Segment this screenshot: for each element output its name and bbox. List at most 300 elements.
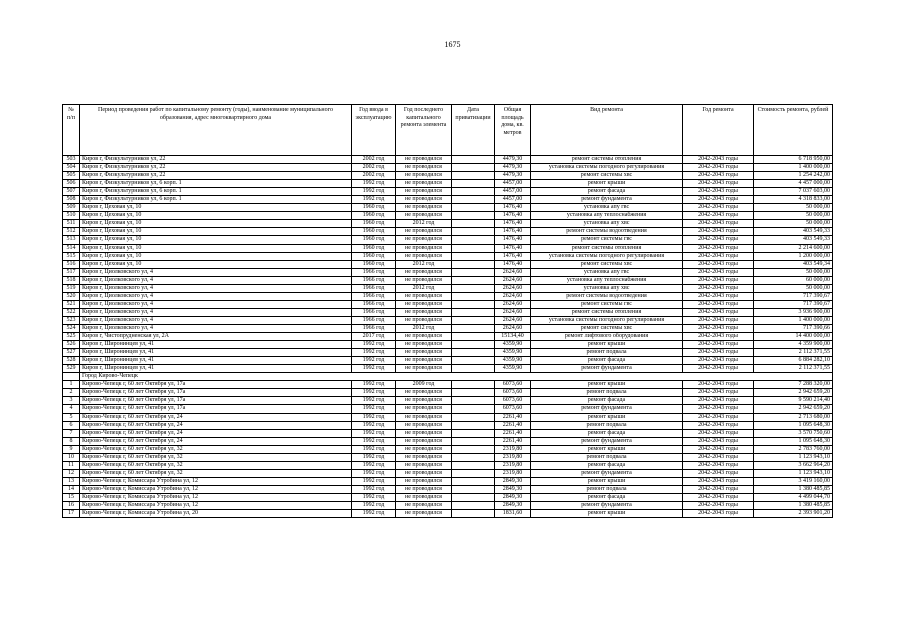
address-cell: Кирово-Чепецк г, 60 лет Октября ул, 32 [80,469,352,477]
last-repair-cell: не проводился [396,172,452,180]
privatization-cell [452,397,495,405]
row-number-cell: 503 [63,156,80,164]
table-row [63,389,833,397]
area-cell: 2261,40 [495,429,531,437]
cost-cell: 50 000,00 [754,220,833,228]
privatization-cell [452,292,495,300]
area-cell: 1476,40 [495,220,531,228]
header-number: № п/п [63,105,80,156]
repair-type-cell: ремонт крыши [531,341,683,349]
table-row [63,276,833,284]
area-cell: 2849,30 [495,493,531,501]
cost-cell: 4 499 044,70 [754,493,833,501]
repair-year-cell: 2042-2043 годы [683,341,754,349]
privatization-cell [452,268,495,276]
commission-year-cell: 1966 год [352,284,396,292]
cost-cell: 1 123 943,10 [754,469,833,477]
repair-type-cell: ремонт системы хвс [531,324,683,332]
privatization-cell [452,156,495,164]
repair-type-cell: ремонт подвала [531,421,683,429]
table-row [63,188,833,196]
table-row [63,485,833,493]
repair-type-cell: ремонт фасада [531,461,683,469]
area-cell: 1476,40 [495,236,531,244]
address-cell: Киров г, Физкультурников ул, 22 [80,164,352,172]
cost-cell: 717 390,66 [754,324,833,332]
commission-year-cell: 1992 год [352,389,396,397]
table-row [63,220,833,228]
commission-year-cell: 1960 год [352,244,396,252]
table-header-row [63,105,833,156]
table-row [63,196,833,204]
address-cell: Киров г, Циолковского ул, 4 [80,284,352,292]
table-row [63,461,833,469]
cost-cell: 403 549,33 [754,236,833,244]
last-repair-cell: не проводился [396,461,452,469]
cost-cell: 2 393 901,20 [754,510,833,518]
privatization-cell [452,172,495,180]
table-row [63,236,833,244]
header-last-repair: Год последнего капитального ремонта элемента [396,105,452,156]
commission-year-cell: 1966 год [352,316,396,324]
cost-cell: 2 214 600,00 [754,244,833,252]
row-number-cell: 511 [63,220,80,228]
repair-type-cell: ремонт подвала [531,389,683,397]
area-cell: 4457,00 [495,188,531,196]
table-row [63,341,833,349]
repair-type-cell: ремонт фундамента [531,502,683,510]
row-number-cell: 17 [63,510,80,518]
last-repair-cell: не проводился [396,228,452,236]
address-cell: Кирово-Чепецк г, Комиссара Утробина ул, 12 [80,493,352,501]
table-row [63,502,833,510]
last-repair-cell: не проводился [396,445,452,453]
table-row [63,164,833,172]
privatization-cell [452,276,495,284]
table-row [63,260,833,268]
last-repair-cell: не проводился [396,510,452,518]
table-row [63,413,833,421]
commission-year-cell: 1966 год [352,308,396,316]
row-number-cell: 504 [63,164,80,172]
repair-year-cell: 2042-2043 годы [683,437,754,445]
repair-type-cell: ремонт фасада [531,357,683,365]
table-row [63,316,833,324]
repair-type-cell: ремонт подвала [531,349,683,357]
address-cell: Кирово-Чепецк г, 60 лет Октября ул, 24 [80,421,352,429]
repair-year-cell: 2042-2043 годы [683,333,754,341]
commission-year-cell: 1992 год [352,429,396,437]
cost-cell: 1 380 485,85 [754,485,833,493]
area-cell: 1476,40 [495,204,531,212]
repair-year-cell: 2042-2043 годы [683,268,754,276]
cost-cell: 2 112 371,55 [754,365,833,373]
area-cell: 4479,30 [495,172,531,180]
repair-type-cell: ремонт фасада [531,429,683,437]
repair-year-cell: 2042-2043 годы [683,212,754,220]
commission-year-cell: 1992 год [352,477,396,485]
repair-year-cell: 2042-2043 годы [683,316,754,324]
section-title: Город Кирово-Чепецк [80,373,833,381]
area-cell: 1476,40 [495,228,531,236]
repair-year-cell: 2042-2043 годы [683,502,754,510]
commission-year-cell: 1992 год [352,349,396,357]
privatization-cell [452,477,495,485]
table-row [63,244,833,252]
repair-type-cell: ремонт крыши [531,510,683,518]
commission-year-cell: 1992 год [352,437,396,445]
privatization-cell [452,357,495,365]
last-repair-cell: не проводился [396,276,452,284]
row-number-cell: 517 [63,268,80,276]
table-row [63,405,833,413]
last-repair-cell: не проводился [396,421,452,429]
row-number-cell: 3 [63,397,80,405]
last-repair-cell: не проводился [396,469,452,477]
cost-cell: 1 400 000,00 [754,164,833,172]
cost-cell: 2 942 659,20 [754,389,833,397]
row-number-cell: 522 [63,308,80,316]
row-number-cell: 510 [63,212,80,220]
table-row [63,292,833,300]
privatization-cell [452,349,495,357]
last-repair-cell: не проводился [396,180,452,188]
area-cell: 2624,60 [495,300,531,308]
table-row [63,365,833,373]
cost-cell: 717 390,67 [754,292,833,300]
commission-year-cell: 1992 год [352,502,396,510]
table-row [63,308,833,316]
address-cell: Киров г, Физкультурников ул, 6 корп. 1 [80,188,352,196]
commission-year-cell: 1992 год [352,405,396,413]
repair-year-cell: 2042-2043 годы [683,172,754,180]
repair-year-cell: 2042-2043 годы [683,324,754,332]
last-repair-cell: не проводился [396,413,452,421]
table-row [63,324,833,332]
last-repair-cell: не проводился [396,252,452,260]
area-cell: 6073,60 [495,397,531,405]
commission-year-cell: 1992 год [352,180,396,188]
last-repair-cell: 2012 год [396,260,452,268]
last-repair-cell: не проводился [396,493,452,501]
last-repair-cell: не проводился [396,502,452,510]
last-repair-cell: не проводился [396,349,452,357]
privatization-cell [452,429,495,437]
repair-type-cell: ремонт лифтового оборудования [531,333,683,341]
commission-year-cell: 1960 год [352,236,396,244]
area-cell: 1476,40 [495,252,531,260]
commission-year-cell: 1992 год [352,493,396,501]
row-number-cell: 518 [63,276,80,284]
address-cell: Кирово-Чепецк г, Комиссара Утробина ул, 12 [80,477,352,485]
commission-year-cell: 1960 год [352,212,396,220]
repair-year-cell: 2042-2043 годы [683,357,754,365]
repair-year-cell: 2042-2043 годы [683,204,754,212]
repair-year-cell: 2042-2043 годы [683,244,754,252]
cost-cell: 3 570 750,60 [754,429,833,437]
last-repair-cell: не проводился [396,357,452,365]
table-body [63,156,833,518]
address-cell: Киров г, Цеховая ул, 10 [80,220,352,228]
row-number-cell: 519 [63,284,80,292]
privatization-cell [452,381,495,389]
privatization-cell [452,180,495,188]
repair-type-cell: ремонт фасада [531,493,683,501]
cost-cell: 9 590 214,40 [754,397,833,405]
area-cell: 2319,80 [495,461,531,469]
cost-cell: 50 000,00 [754,204,833,212]
commission-year-cell: 1966 год [352,276,396,284]
page-number: 1675 [444,40,461,49]
table-row [63,300,833,308]
privatization-cell [452,212,495,220]
area-cell: 2624,60 [495,316,531,324]
repair-year-cell: 2042-2043 годы [683,485,754,493]
address-cell: Киров г, Физкультурников ул, 22 [80,172,352,180]
privatization-cell [452,164,495,172]
repair-year-cell: 2042-2043 годы [683,260,754,268]
last-repair-cell: 2009 год [396,381,452,389]
address-cell: Кирово-Чепецк г, 60 лет Октября ул, 32 [80,453,352,461]
address-cell: Киров г, Широнинцев ул, 41 [80,341,352,349]
row-number-cell: 11 [63,461,80,469]
address-cell: Киров г, Циолковского ул, 4 [80,316,352,324]
repair-year-cell: 2042-2043 годы [683,510,754,518]
address-cell: Кирово-Чепецк г, 60 лет Октября ул, 17а [80,381,352,389]
cost-cell: 4 359 900,00 [754,341,833,349]
address-cell: Киров г, Циолковского ул, 4 [80,268,352,276]
area-cell: 2319,80 [495,445,531,453]
privatization-cell [452,453,495,461]
cost-cell: 717 390,67 [754,300,833,308]
header-commission-year: Год ввода в эксплуатацию [352,105,396,156]
privatization-cell [452,445,495,453]
repair-year-cell: 2042-2043 годы [683,453,754,461]
commission-year-cell: 2002 год [352,156,396,164]
row-number-cell: 525 [63,333,80,341]
header-cost: Стоимость ремонта, рублей [754,105,833,156]
area-cell: 2319,80 [495,453,531,461]
area-cell: 2261,40 [495,437,531,445]
header-repair-year: Год ремонта [683,105,754,156]
commission-year-cell: 1992 год [352,341,396,349]
commission-year-cell: 1992 год [352,365,396,373]
commission-year-cell: 1960 год [352,228,396,236]
repair-type-cell: установка системы погодного регулирования [531,164,683,172]
privatization-cell [452,510,495,518]
privatization-cell [452,365,495,373]
table-row [63,284,833,292]
privatization-cell [452,236,495,244]
repair-year-cell: 2042-2043 годы [683,429,754,437]
area-cell: 6073,60 [495,389,531,397]
commission-year-cell: 1992 год [352,397,396,405]
commission-year-cell: 1992 год [352,445,396,453]
area-cell: 2319,80 [495,469,531,477]
row-number-cell: 9 [63,445,80,453]
row-number-cell: 514 [63,244,80,252]
last-repair-cell: не проводился [396,164,452,172]
row-number-cell: 526 [63,341,80,349]
row-number-cell: 16 [63,502,80,510]
repair-year-cell: 2042-2043 годы [683,461,754,469]
privatization-cell [452,196,495,204]
table-row [63,172,833,180]
commission-year-cell: 1992 год [352,461,396,469]
repair-type-cell: ремонт системы хвс [531,172,683,180]
cost-cell: 1 123 943,10 [754,453,833,461]
last-repair-cell: 2012 год [396,284,452,292]
privatization-cell [452,485,495,493]
last-repair-cell: не проводился [396,477,452,485]
commission-year-cell: 1992 год [352,357,396,365]
cost-cell: 50 000,00 [754,212,833,220]
address-cell: Киров г, Цеховая ул, 10 [80,204,352,212]
last-repair-cell: не проводился [396,244,452,252]
privatization-cell [452,469,495,477]
privatization-cell [452,204,495,212]
repair-type-cell: ремонт системы отопления [531,156,683,164]
address-cell: Киров г, Циолковского ул, 4 [80,292,352,300]
cost-cell: 1 400 000,00 [754,316,833,324]
area-cell: 2624,60 [495,276,531,284]
address-cell: Киров г, Широнинцев ул, 41 [80,349,352,357]
address-cell: Кирово-Чепецк г, Комиссара Утробина ул, 20 [80,510,352,518]
address-cell: Кирово-Чепецк г, 60 лет Октября ул, 24 [80,429,352,437]
cost-cell: 7 288 320,00 [754,381,833,389]
repair-type-cell: установка системы погодного регулирования [531,252,683,260]
table-row [63,510,833,518]
repair-type-cell: ремонт системы отопления [531,244,683,252]
commission-year-cell: 1992 год [352,485,396,493]
table-row [63,429,833,437]
cost-cell: 1 200 000,00 [754,252,833,260]
privatization-cell [452,308,495,316]
area-cell: 2624,60 [495,284,531,292]
repair-year-cell: 2042-2043 годы [683,308,754,316]
repair-year-cell: 2042-2043 годы [683,292,754,300]
last-repair-cell: не проводился [396,405,452,413]
privatization-cell [452,252,495,260]
cost-cell: 2 942 659,20 [754,405,833,413]
header-repair-type: Вид ремонта [531,105,683,156]
table-row [63,493,833,501]
commission-year-cell: 1992 год [352,413,396,421]
cost-cell: 14 400 000,00 [754,333,833,341]
repair-type-cell: ремонт системы гвс [531,300,683,308]
row-number-cell: 529 [63,365,80,373]
row-number-cell: 14 [63,485,80,493]
commission-year-cell: 2017 год [352,333,396,341]
privatization-cell [452,324,495,332]
repair-type-cell: ремонт крыши [531,413,683,421]
area-cell: 2849,30 [495,485,531,493]
repair-type-cell: ремонт крыши [531,477,683,485]
cost-cell: 4 318 833,00 [754,196,833,204]
commission-year-cell: 1966 год [352,268,396,276]
area-cell: 2261,40 [495,413,531,421]
address-cell: Киров г, Цеховая ул, 10 [80,228,352,236]
repair-year-cell: 2042-2043 годы [683,252,754,260]
commission-year-cell: 1992 год [352,188,396,196]
area-cell: 15134,40 [495,333,531,341]
last-repair-cell: не проводился [396,236,452,244]
repair-type-cell: установка апу теплоснабжения [531,276,683,284]
address-cell: Киров г, Циолковского ул, 4 [80,276,352,284]
address-cell: Киров г, Физкультурников ул, 6 корп. 1 [80,196,352,204]
privatization-cell [452,493,495,501]
table-row [63,212,833,220]
row-number-cell: 516 [63,260,80,268]
repair-year-cell: 2042-2043 годы [683,188,754,196]
repair-type-cell: ремонт фундамента [531,437,683,445]
row-number-cell: 505 [63,172,80,180]
table-row [63,469,833,477]
repair-type-cell: ремонт системы водоотведения [531,292,683,300]
cost-cell: 1 380 485,85 [754,502,833,510]
repair-type-cell: ремонт фундамента [531,405,683,413]
repair-type-cell: установка системы погодного регулирования [531,316,683,324]
section-row [63,373,833,381]
repair-type-cell: ремонт крыши [531,180,683,188]
privatization-cell [452,405,495,413]
row-number-cell: 10 [63,453,80,461]
area-cell: 2624,60 [495,292,531,300]
area-cell: 4457,00 [495,180,531,188]
repair-year-cell: 2042-2043 годы [683,300,754,308]
last-repair-cell: не проводился [396,316,452,324]
row-number-cell: 506 [63,180,80,188]
commission-year-cell: 1992 год [352,510,396,518]
commission-year-cell: 1960 год [352,260,396,268]
privatization-cell [452,316,495,324]
cost-cell: 3 936 900,00 [754,308,833,316]
table-row [63,357,833,365]
area-cell: 2624,60 [495,308,531,316]
repair-year-cell: 2042-2043 годы [683,477,754,485]
privatization-cell [452,413,495,421]
repair-type-cell: ремонт системы водоотведения [531,228,683,236]
row-number-cell: 523 [63,316,80,324]
repair-type-cell: ремонт подвала [531,453,683,461]
last-repair-cell: не проводился [396,196,452,204]
last-repair-cell: 2012 год [396,324,452,332]
section-number-cell [63,373,80,381]
cost-cell: 1 095 648,30 [754,421,833,429]
area-cell: 6073,60 [495,405,531,413]
area-cell: 4479,30 [495,164,531,172]
privatization-cell [452,421,495,429]
repair-schedule-table [62,104,833,518]
cost-cell: 1 254 242,00 [754,172,833,180]
privatization-cell [452,188,495,196]
row-number-cell: 6 [63,421,80,429]
repair-type-cell: ремонт системы гвс [531,236,683,244]
last-repair-cell: не проводился [396,188,452,196]
repair-year-cell: 2042-2043 годы [683,405,754,413]
address-cell: Кирово-Чепецк г, 60 лет Октября ул, 17а [80,389,352,397]
cost-cell: 6 718 950,00 [754,156,833,164]
last-repair-cell: не проводился [396,365,452,373]
last-repair-cell: не проводился [396,292,452,300]
row-number-cell: 521 [63,300,80,308]
last-repair-cell: не проводился [396,204,452,212]
repair-type-cell: установка апу гвс [531,268,683,276]
area-cell: 1476,40 [495,260,531,268]
row-number-cell: 8 [63,437,80,445]
repair-type-cell: ремонт фасада [531,397,683,405]
table-row [63,349,833,357]
